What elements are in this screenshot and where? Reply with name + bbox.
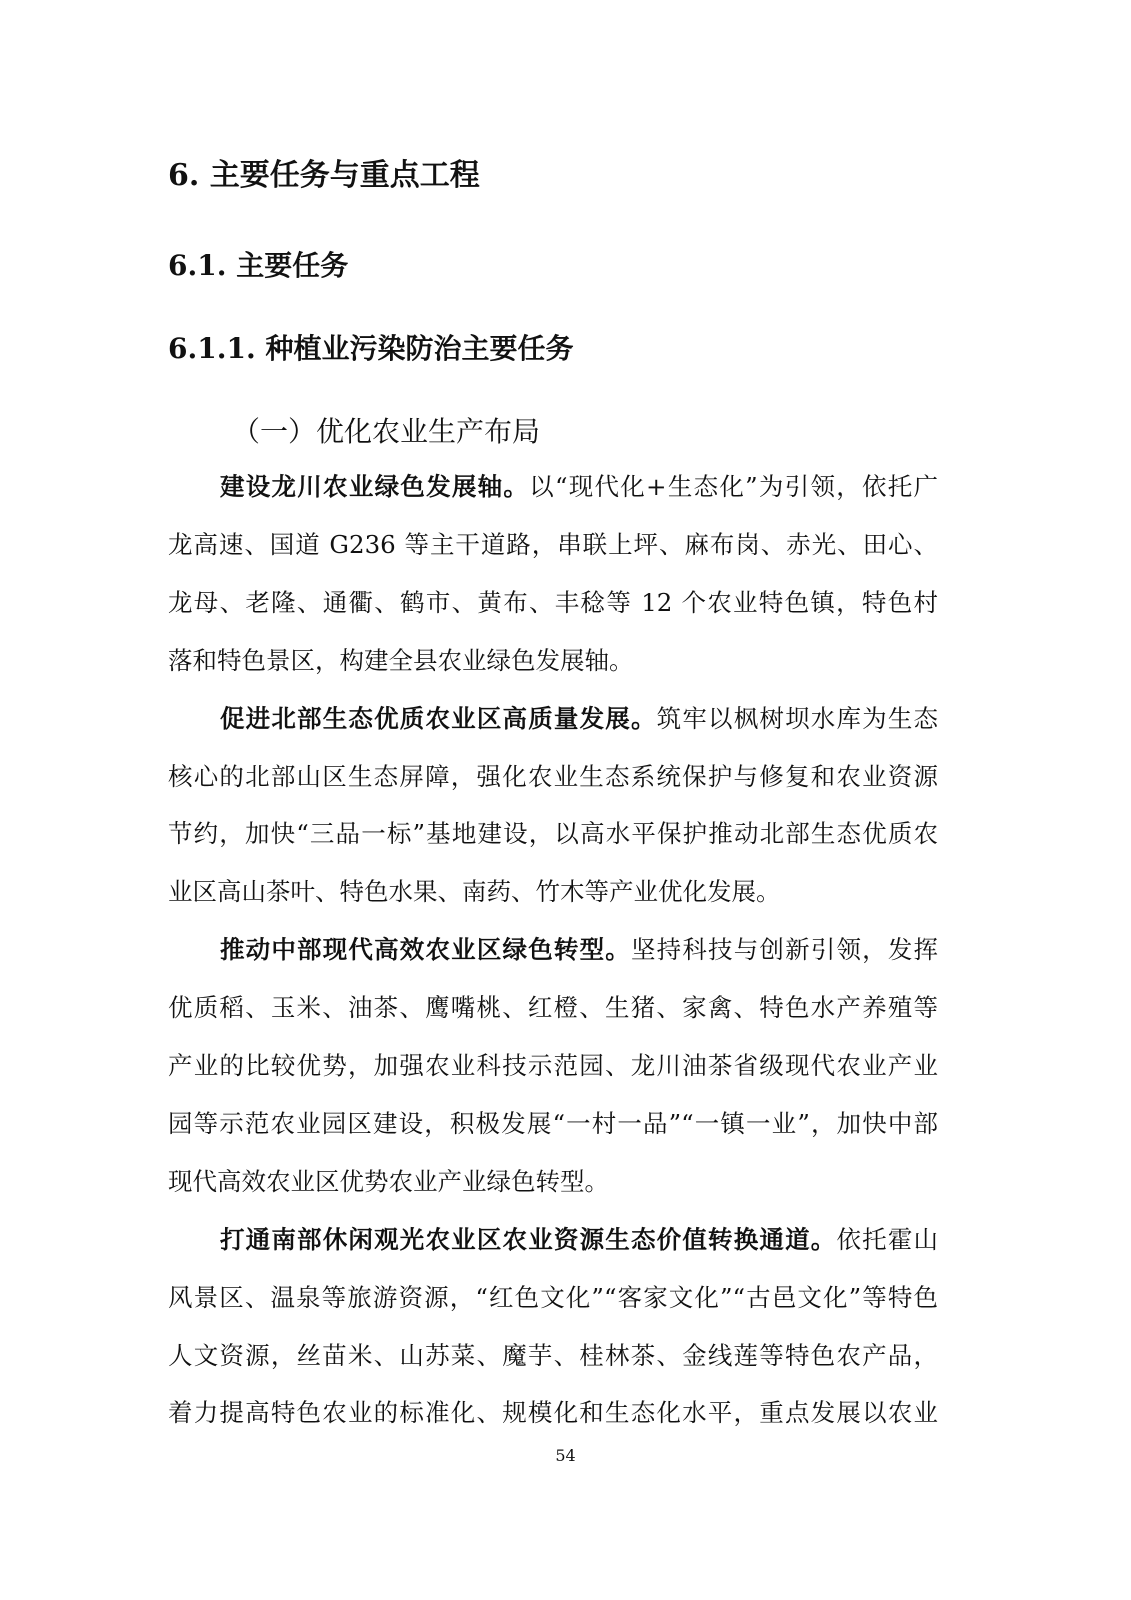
item-heading: （一）优化农业生产布局: [232, 415, 541, 448]
paragraph-lead: 促进北部生态优质农业区高质量发展。: [220, 703, 657, 733]
paragraph-text: 风景区、温泉等旅游资源，“红色文化”“客家文化”“古邑文化”等特色: [168, 1282, 938, 1312]
paragraph-line: [220, 935, 938, 965]
paragraph-text: 依托霍山: [836, 1224, 939, 1254]
paragraph-line: [168, 530, 938, 560]
paragraph-line: [168, 1167, 938, 1197]
paragraph-text: 筑牢以枫树坝水库为生态: [656, 703, 939, 733]
paragraph-text: 节约，加快“三品一标”基地建设，以高水平保护推动北部生态优质农: [168, 819, 938, 849]
paragraph-line: [168, 762, 938, 792]
paragraph-lead: 打通南部休闲观光农业区农业资源生态价值转换通道。: [220, 1224, 837, 1254]
paragraph-text: 龙高速、国道 G236 等主干道路，串联上坪、麻布岗、赤光、田心、: [168, 529, 938, 559]
paragraph-text: 优质稻、玉米、油茶、鹰嘴桃、红橙、生猪、家禽、特色水产养殖等: [168, 993, 938, 1023]
section-heading: 6.1. 主要任务: [168, 249, 349, 282]
page-number: 54: [555, 1446, 576, 1465]
paragraph-text: 人文资源，丝苗米、山苏菜、魔芋、桂林茶、金线莲等特色农产品，: [168, 1340, 938, 1370]
paragraph-line: [220, 472, 938, 502]
paragraph-line: [168, 588, 938, 618]
paragraph-line: [168, 819, 938, 849]
paragraph-line: [168, 1341, 938, 1371]
paragraph-text: 龙母、老隆、通衢、鹤市、黄布、丰稔等 12 个农业特色镇，特色村: [168, 587, 938, 617]
paragraph-line: [220, 704, 938, 734]
paragraph-text: 核心的北部山区生态屏障，强化农业生态系统保护与修复和农业资源: [168, 761, 938, 791]
paragraph-line: [168, 1398, 938, 1428]
paragraph-line: [168, 993, 938, 1023]
paragraph-text: 坚持科技与创新引领，发挥: [630, 935, 939, 965]
paragraph-lead: 推动中部现代高效农业区绿色转型。: [220, 935, 631, 965]
paragraph-text: 业区高山茶叶、特色水果、南药、竹木等产业优化发展。: [168, 877, 781, 907]
paragraph-text: 现代高效农业区优势农业产业绿色转型。: [168, 1166, 609, 1196]
paragraph-text: 以“现代化+生态化”为引领，依托广: [529, 472, 939, 501]
chapter-heading: 6. 主要任务与重点工程: [168, 158, 480, 193]
paragraph-line: [168, 646, 938, 676]
paragraph-text: 着力提高特色农业的标准化、规模化和生态化水平，重点发展以农业: [168, 1398, 938, 1428]
paragraph-text: 园等示范农业园区建设，积极发展“一村一品”“一镇一业”，加快中部: [168, 1108, 938, 1138]
paragraph-line: [168, 1109, 938, 1139]
paragraph-line: [168, 877, 938, 907]
paragraph-text: 产业的比较优势，加强农业科技示范园、龙川油茶省级现代农业产业: [168, 1051, 938, 1080]
paragraph-text: 落和特色景区，构建全县农业绿色发展轴。: [168, 645, 634, 675]
paragraph-lead: 建设龙川农业绿色发展轴。: [220, 472, 530, 501]
paragraph-line: [168, 1283, 938, 1313]
subsection-heading: 6.1.1. 种植业污染防治主要任务: [168, 332, 574, 365]
paragraph-line: [168, 1051, 938, 1081]
paragraph-line: [220, 1225, 938, 1255]
